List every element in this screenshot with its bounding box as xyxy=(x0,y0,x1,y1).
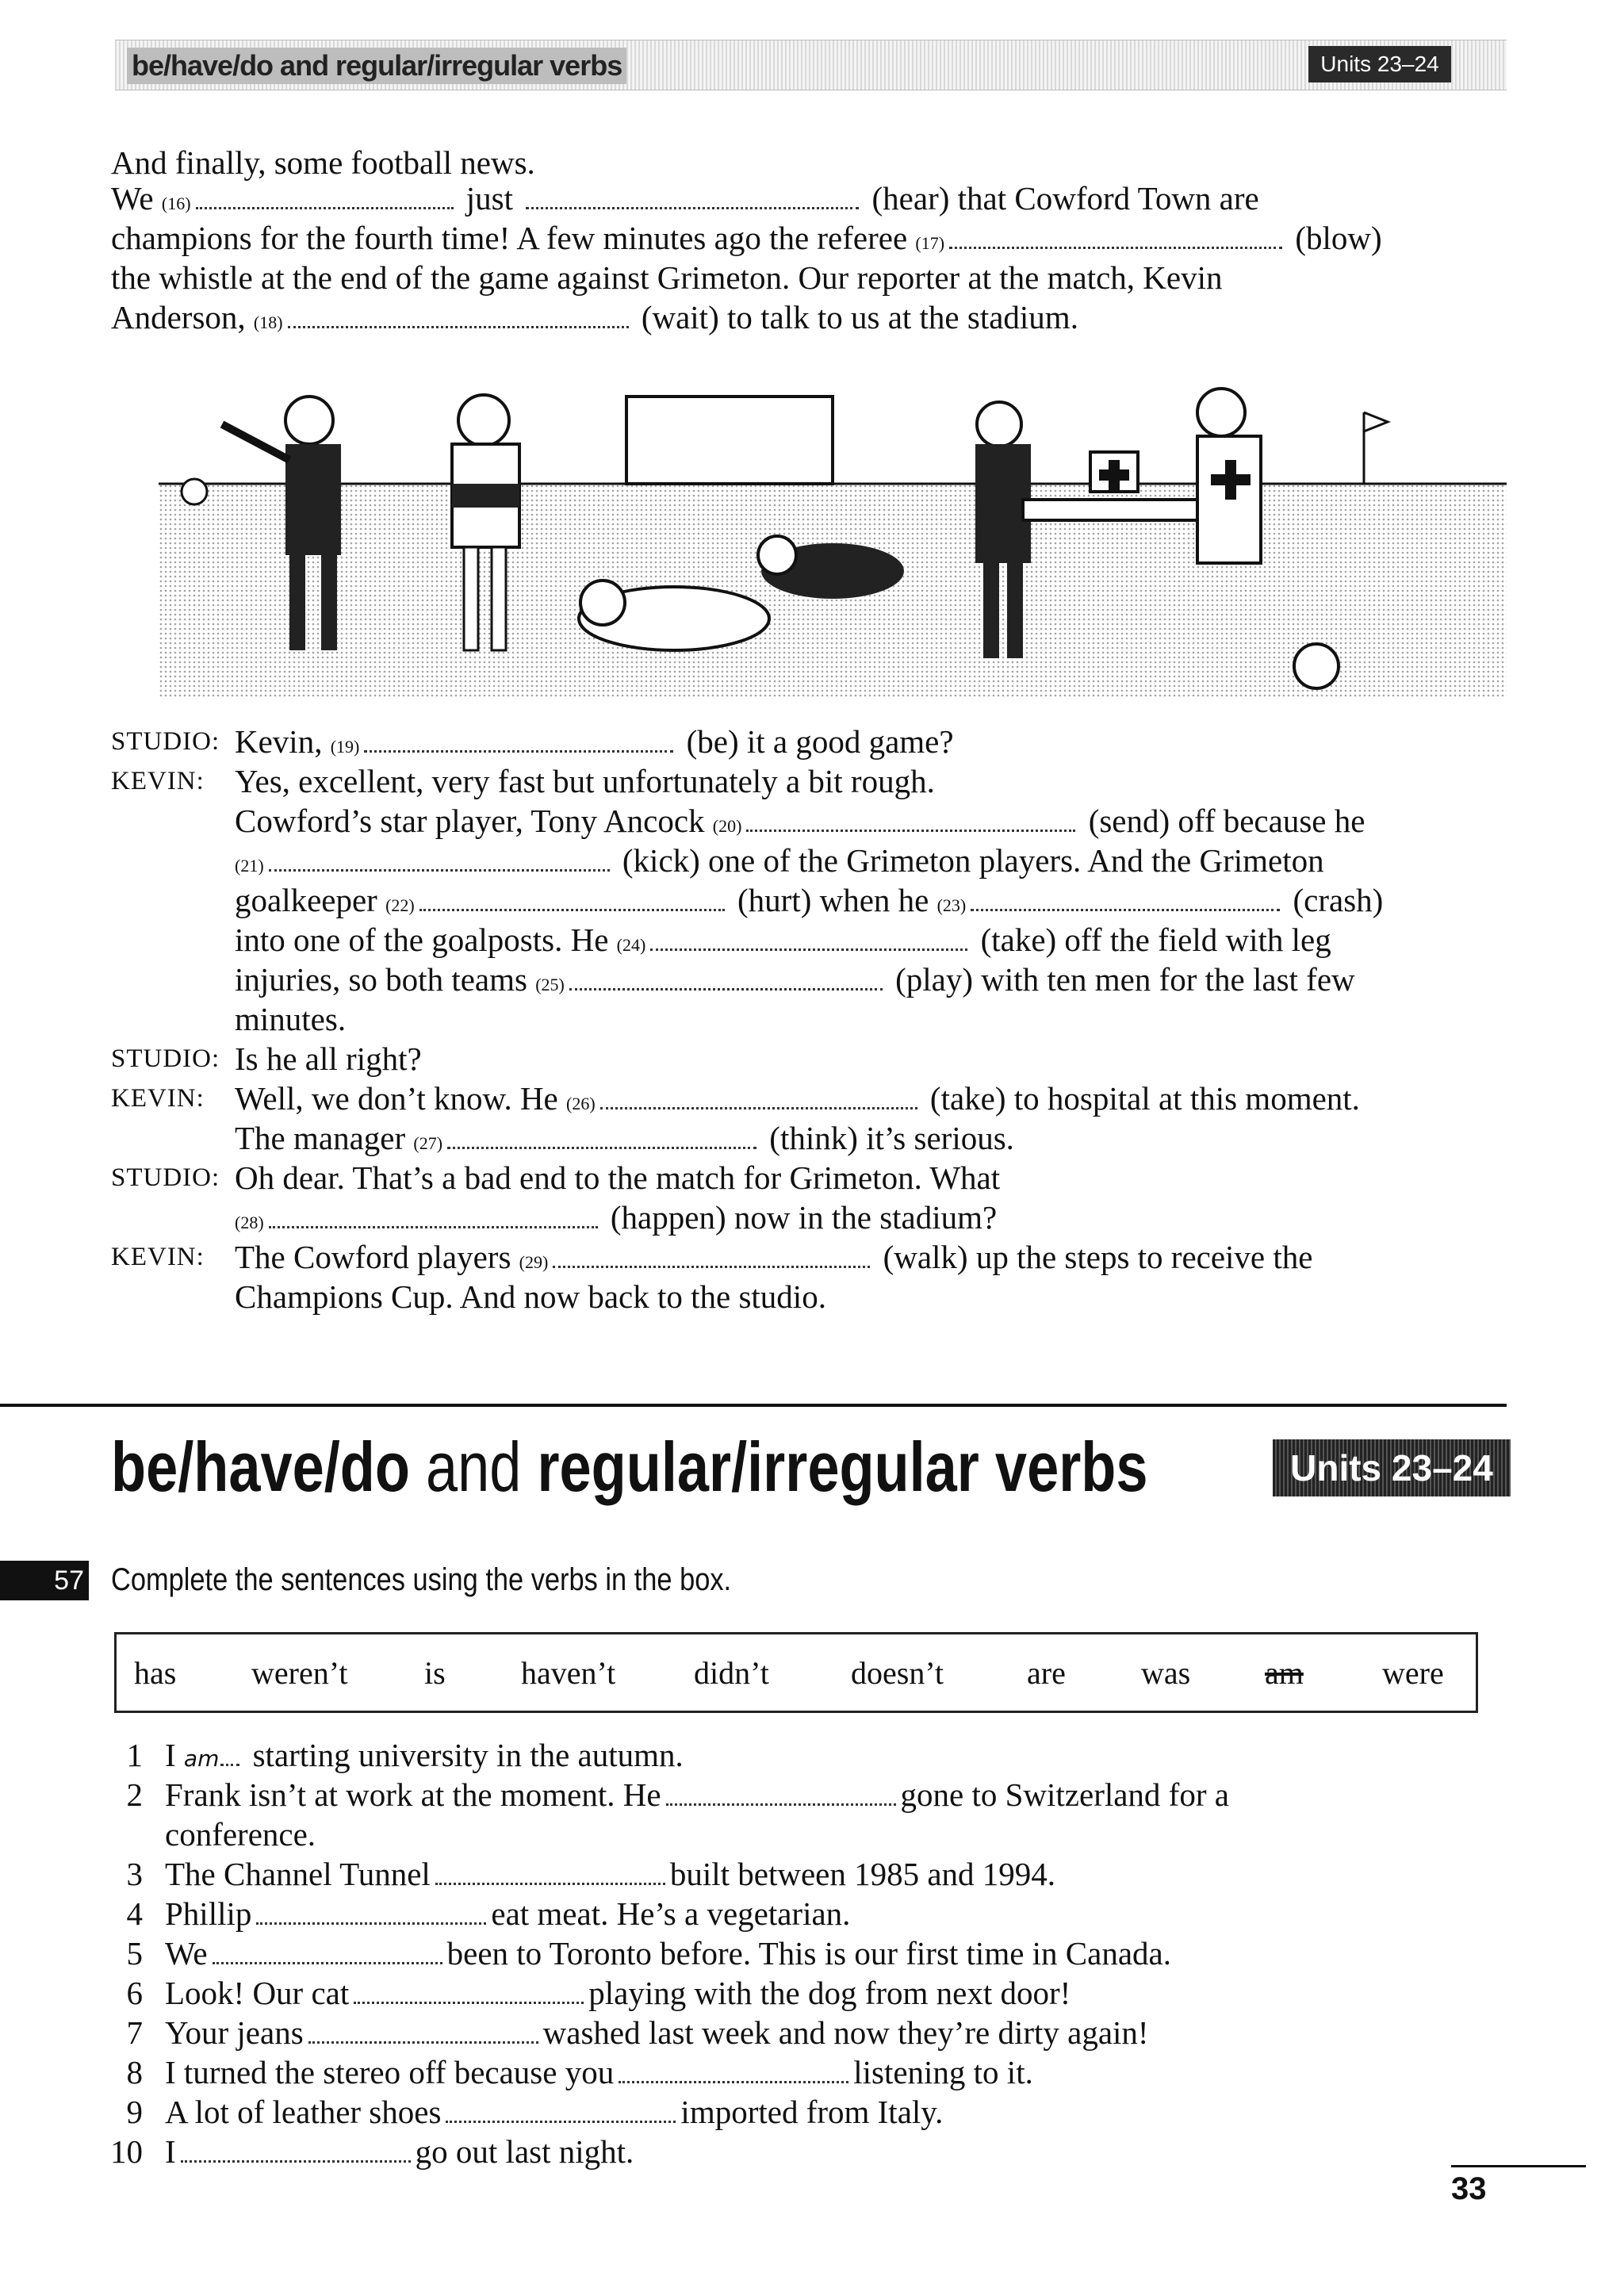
verb-option: is xyxy=(424,1655,446,1691)
verb-option: are xyxy=(1027,1655,1066,1691)
verb-option: were xyxy=(1382,1655,1444,1691)
verb-option: weren’t xyxy=(251,1655,348,1691)
dialogue-line: injuries, so both teams (25) (play) with ten men for the last few xyxy=(235,961,1355,998)
football-cartoon-illustration xyxy=(159,365,1507,698)
page-number: 33 xyxy=(1451,2171,1487,2206)
verb-option: haven’t xyxy=(521,1655,616,1691)
speaker-kevin: KEVIN: xyxy=(111,1243,205,1271)
verb-option: has xyxy=(134,1655,177,1691)
verb-option: didn’t xyxy=(694,1655,769,1691)
question-number: 4 xyxy=(126,1895,143,1932)
passage-intro: And finally, some football news. xyxy=(111,144,535,181)
speaker-studio: STUDIO: xyxy=(111,1044,220,1073)
dialogue-line: Kevin, (19) (be) it a good game? xyxy=(235,723,954,760)
question-2-continued: conference. xyxy=(165,1816,316,1853)
section-unit-badge: Units 23–24 xyxy=(1273,1439,1511,1496)
dialogue-line: Well, we don’t know. He (26) (take) to hospital at this moment. xyxy=(235,1080,1360,1117)
section-divider xyxy=(0,1404,1507,1407)
speaker-studio: STUDIO: xyxy=(111,727,220,756)
section-title: be/have/do and regular/irregular verbs xyxy=(111,1427,1148,1506)
question-2: Frank isn’t at work at the moment. He gone to Switzerland for a xyxy=(165,1776,1229,1813)
question-number: 7 xyxy=(126,2014,143,2051)
dialogue-line: into one of the goalposts. He (24) (take) off the field with leg xyxy=(235,922,1331,958)
page-number-rule xyxy=(1451,2165,1586,2167)
dialogue-line: Oh dear. That’s a bad end to the match for Grimeton. What xyxy=(235,1159,1001,1196)
passage-line-4: Anderson, (18) (wait) to talk to us at the stadium. xyxy=(111,299,1078,335)
dialogue-line: Yes, excellent, very fast but unfortunately a bit rough. xyxy=(235,763,935,799)
question-1: I am starting university in the autumn. xyxy=(165,1737,684,1773)
speaker-studio: STUDIO: xyxy=(111,1163,220,1192)
dialogue-line: Is he all right? xyxy=(235,1040,422,1077)
question-number: 9 xyxy=(126,2094,143,2130)
verb-option-used: am xyxy=(1265,1655,1304,1691)
question-number: 2 xyxy=(126,1776,143,1813)
dialogue-line: The manager (27) (think) it’s serious. xyxy=(235,1120,1014,1156)
question-number: 3 xyxy=(126,1856,143,1892)
dialogue-line: minutes. xyxy=(235,1001,347,1037)
question-10: I go out last night. xyxy=(165,2133,634,2170)
question-8: I turned the stereo off because you listening to it. xyxy=(165,2054,1033,2090)
question-5: We been to Toronto before. This is our first time in Canada. xyxy=(165,1935,1171,1972)
header-unit-badge: Units 23–24 xyxy=(1308,46,1451,82)
question-number: 10 xyxy=(110,2133,143,2170)
verb-option: was xyxy=(1141,1655,1191,1691)
question-number: 6 xyxy=(126,1975,143,2011)
speaker-kevin: KEVIN: xyxy=(111,767,205,795)
question-9: A lot of leather shoes imported from Italy. xyxy=(165,2094,944,2130)
passage-line-3: the whistle at the end of the game against Grimeton. Our reporter at the match, Kevin xyxy=(111,259,1223,296)
dialogue-line: Champions Cup. And now back to the studio. xyxy=(235,1278,826,1315)
question-number: 5 xyxy=(126,1935,143,1972)
verb-box xyxy=(114,1632,1478,1713)
question-4: Phillip eat meat. He’s a vegetarian. xyxy=(165,1895,851,1932)
question-3: The Channel Tunnel built between 1985 and 1994. xyxy=(165,1856,1056,1892)
passage-line-2: champions for the fourth time! A few minutes ago the referee (17) (blow) xyxy=(111,220,1382,256)
question-7: Your jeans washed last week and now they’re dirty again! xyxy=(165,2014,1149,2051)
dialogue-line: Cowford’s star player, Tony Ancock (20) (send) off because he xyxy=(235,803,1365,839)
dialogue-line: (21) (kick) one of the Grimeton players. And the Grimeton xyxy=(235,842,1324,879)
passage-line-1: We (16) just (hear) that Cowford Town are xyxy=(111,180,1259,217)
speaker-kevin: KEVIN: xyxy=(111,1084,205,1113)
verb-option: doesn’t xyxy=(851,1655,944,1691)
dialogue-line: goalkeeper (22) (hurt) when he (23) (crash) xyxy=(235,882,1384,918)
exercise-instruction: Complete the sentences using the verbs in the box. xyxy=(111,1562,732,1597)
exercise-number: 57 xyxy=(0,1561,89,1600)
question-number: 8 xyxy=(126,2054,143,2090)
dialogue-line: The Cowford players (29) (walk) up the steps to receive the xyxy=(235,1239,1313,1275)
header-strip-title: be/have/do and regular/irregular verbs xyxy=(127,48,626,84)
question-number: 1 xyxy=(126,1737,143,1773)
dialogue-line: (28) (happen) now in the stadium? xyxy=(235,1199,998,1236)
question-6: Look! Our cat playing with the dog from next door! xyxy=(165,1975,1071,2011)
handwritten-answer: am xyxy=(183,1745,220,1772)
